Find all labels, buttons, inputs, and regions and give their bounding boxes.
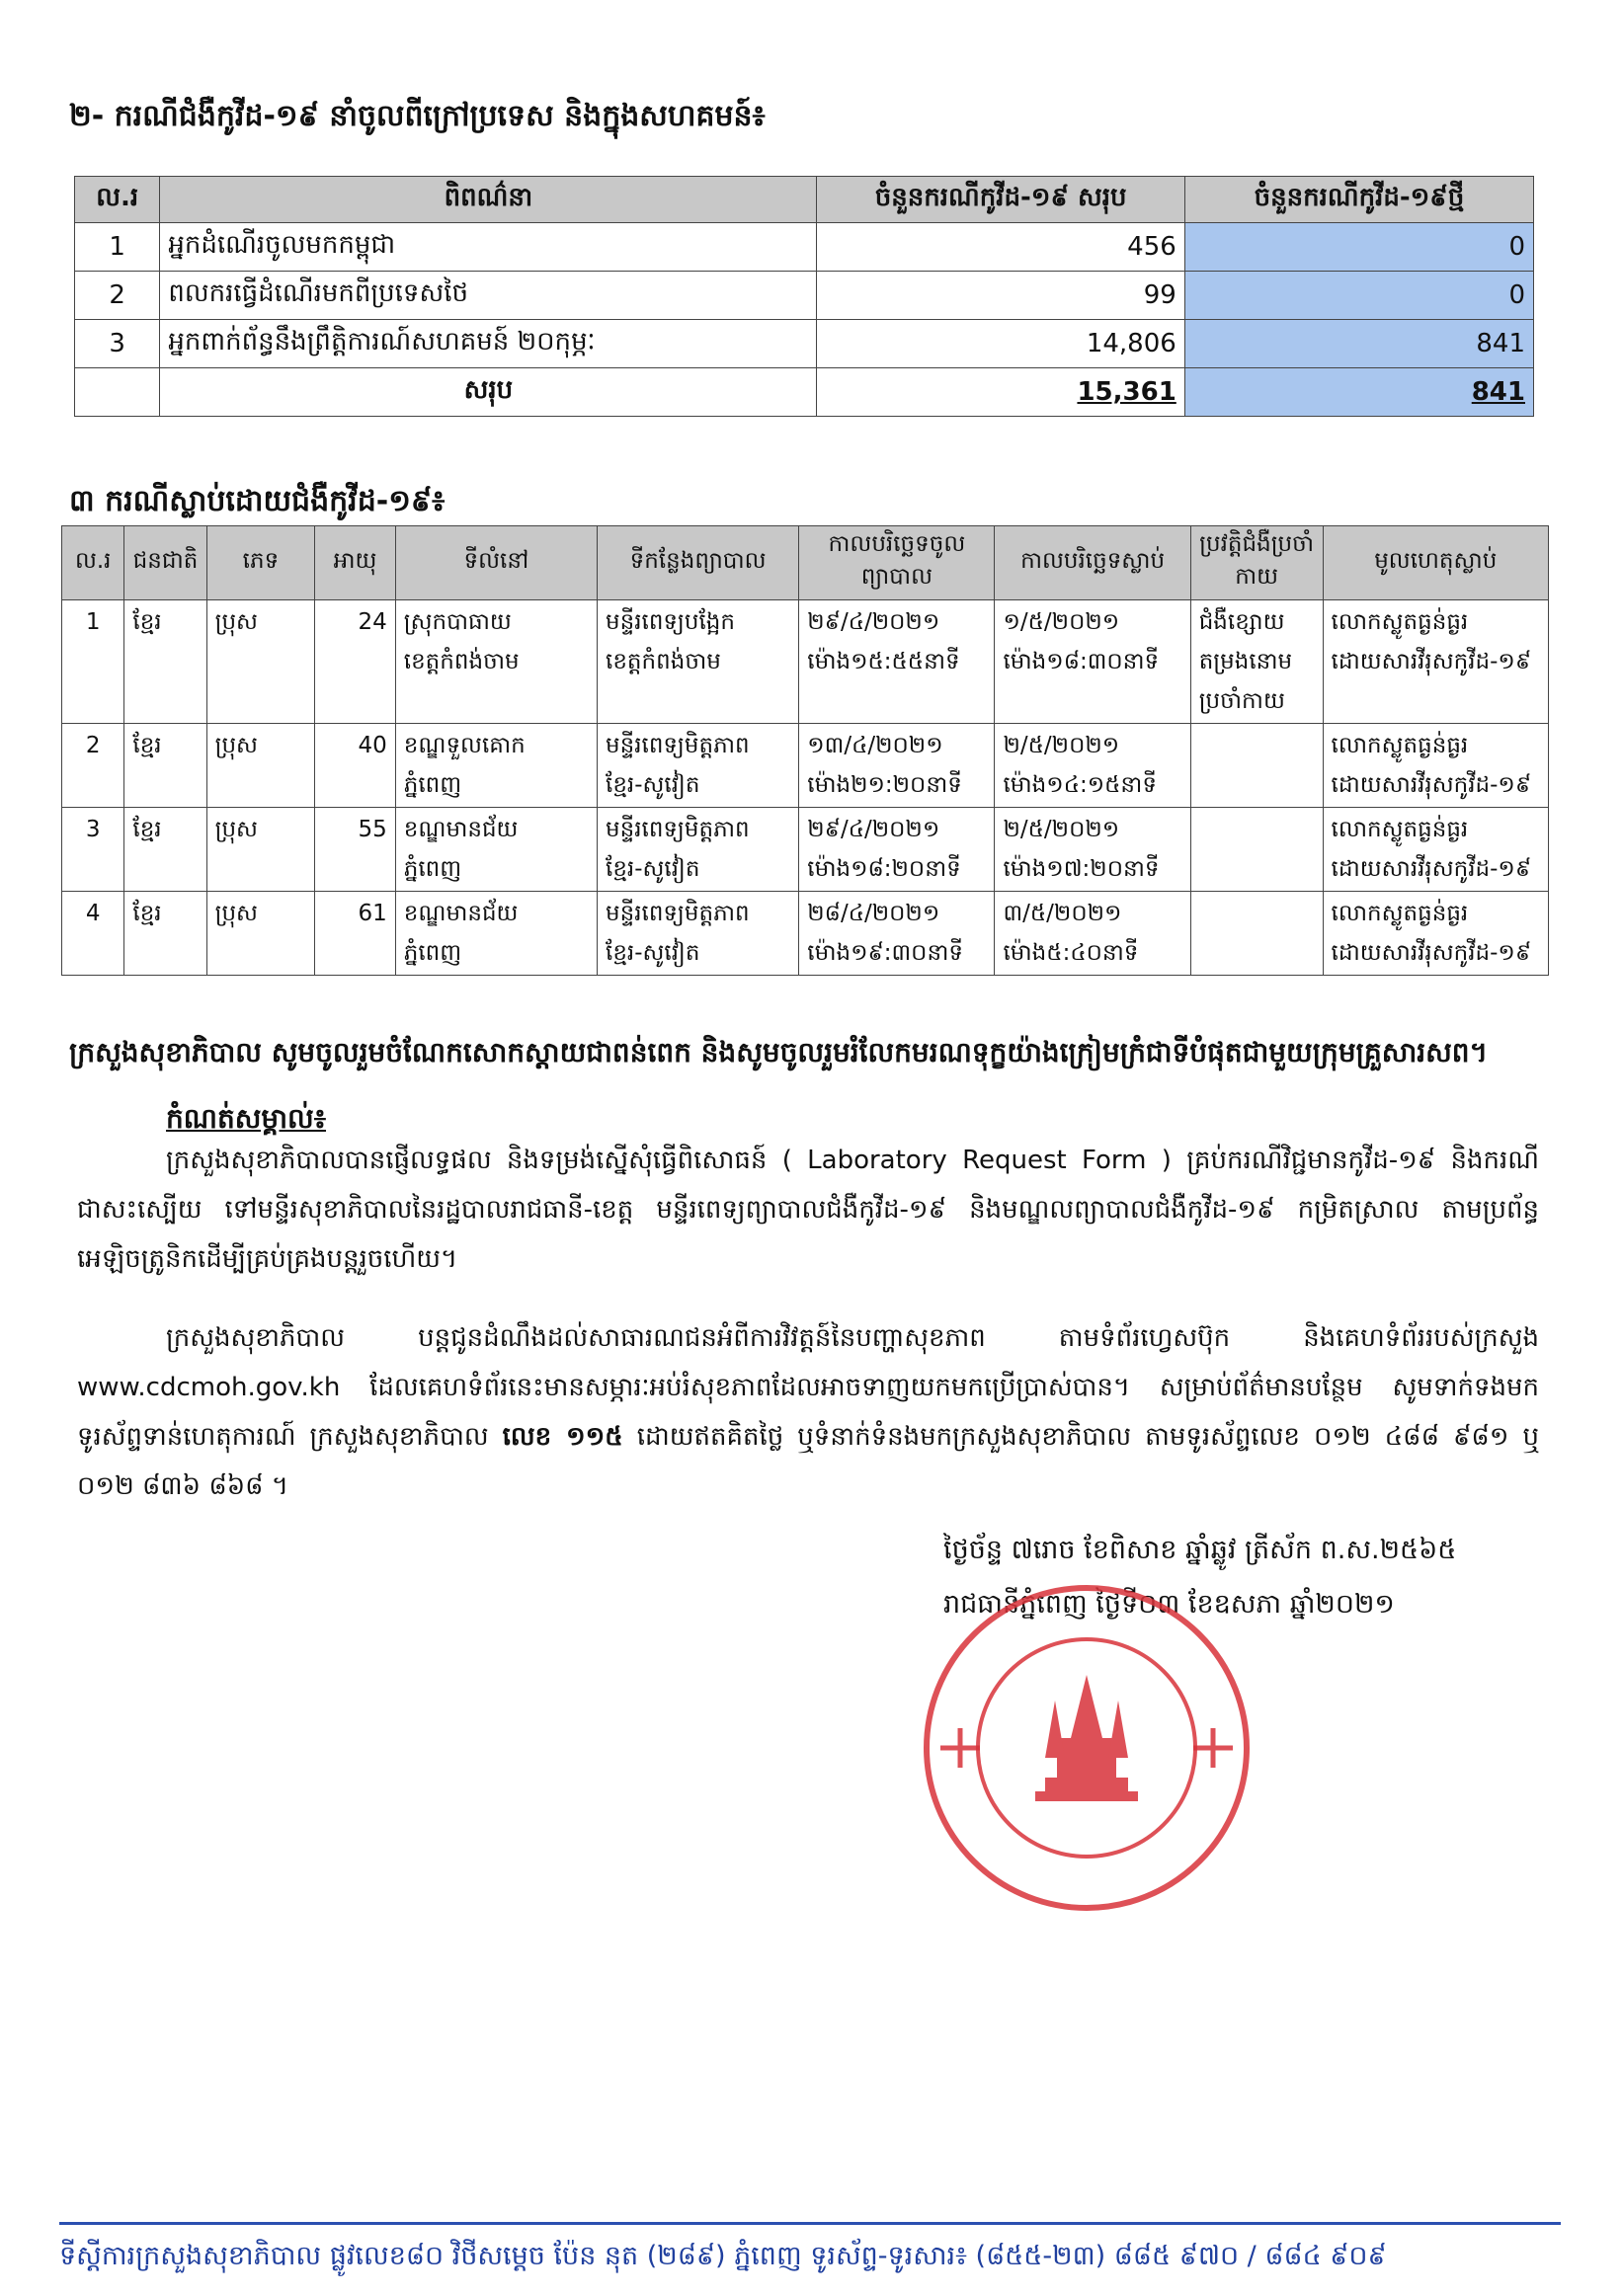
cell-admission bbox=[799, 600, 995, 724]
table-header-row bbox=[62, 526, 1549, 600]
cell-death-date bbox=[995, 892, 1190, 976]
total-label: សរុប bbox=[160, 368, 817, 417]
admission-time: ម៉ោង១៥:៥៥នាទី bbox=[807, 649, 960, 674]
table-row bbox=[75, 320, 1534, 368]
total-sum: 15,361 bbox=[817, 368, 1184, 417]
admission-date: ២៨/៤/២០២១ bbox=[807, 901, 940, 926]
death-date: ១/៥/២០២១ bbox=[1003, 609, 1120, 635]
cell-nationality: ខ្មែរ bbox=[124, 808, 206, 892]
admission-date: ២៩/៤/២០២១ bbox=[807, 817, 940, 842]
col-header-sex: ភេទ bbox=[206, 526, 315, 600]
table-total-row bbox=[75, 368, 1534, 417]
condolence-text: ក្រសួងសុខាភិបាល សូមចូលរួមចំណែកសោកស្តាយជាពន់ពេក និងសូមចូលរួមរំលែកមរណទុក្ខយ៉ាងក្រៀមក្រំជាទីបំផុតជាមួយក្រុមគ្រួសារសព។ bbox=[69, 1036, 1489, 1069]
cell-age: 61 bbox=[315, 892, 396, 976]
death-time: ម៉ោង១៨:៣០នាទី bbox=[1003, 649, 1160, 674]
cell-total: 456 bbox=[817, 223, 1184, 272]
cell-age: 40 bbox=[315, 724, 396, 808]
address-line: ខេត្តកំពង់ចាម bbox=[403, 649, 520, 674]
official-seal bbox=[919, 1580, 1255, 1916]
table-row bbox=[75, 272, 1534, 320]
cell-no: 1 bbox=[62, 600, 124, 724]
cell-no: 2 bbox=[62, 724, 124, 808]
death-time: ម៉ោង៥:៤០នាទី bbox=[1003, 940, 1139, 966]
cell-hospital bbox=[598, 892, 799, 976]
cell-desc: អ្នកដំណើរចូលមកកម្ពុជា bbox=[160, 223, 817, 272]
imported-cases-table bbox=[74, 176, 1534, 417]
col-header-no: ល.រ bbox=[75, 177, 160, 223]
cell-total: 99 bbox=[817, 272, 1184, 320]
col-header-address: ទីលំនៅ bbox=[395, 526, 597, 600]
death-time: ម៉ោង១៤:១៥នាទី bbox=[1003, 772, 1157, 798]
cause-line: លោកស្លូតធ្ងន់ធ្ងរ bbox=[1331, 733, 1469, 758]
note-paragraph-2 bbox=[77, 1313, 1539, 1511]
cell-address bbox=[395, 724, 597, 808]
hospital-line: មន្ទីរពេទ្យមិត្តភាព bbox=[606, 733, 750, 758]
cell-no: 3 bbox=[75, 320, 160, 368]
cell-desc: ពលករធ្វើដំណើរមកពីប្រទេសថៃ bbox=[160, 272, 817, 320]
section3-title: ៣ ករណីស្លាប់ដោយជំងឺកូវីដ-១៩៖ bbox=[69, 484, 446, 518]
cause-line: ដោយសារវីរុសកូវីដ-១៩ bbox=[1331, 649, 1532, 674]
admission-date: ២៩/៤/២០២១ bbox=[807, 609, 940, 635]
table-row bbox=[75, 223, 1534, 272]
cell-cause bbox=[1323, 892, 1548, 976]
cell-hospital bbox=[598, 724, 799, 808]
col-header-death-date: កាលបរិច្ឆេទស្លាប់ bbox=[995, 526, 1190, 600]
col-header-desc: ពិពណ៌នា bbox=[160, 177, 817, 223]
cell-sex: ប្រុស bbox=[206, 892, 315, 976]
cell-age: 55 bbox=[315, 808, 396, 892]
footer-address: ទីស្តីការក្រសួងសុខាភិបាល ផ្លូវលេខ៨០ វិថីសម្តេច ប៉ែន នុត (២៨៩) ភ្នំពេញ ទូរស័ព្ទ-ទូរសារ៖ (៨៥៥-២៣) ៨៨៥ ៩៧០ / ៨៨៤ ៩០៩ bbox=[59, 2241, 1387, 2271]
cell-hospital bbox=[598, 600, 799, 724]
cell-no: 2 bbox=[75, 272, 160, 320]
cell-address bbox=[395, 892, 597, 976]
cell-total: 14,806 bbox=[817, 320, 1184, 368]
cell-address bbox=[395, 600, 597, 724]
note-paragraph-1: ក្រសួងសុខាភិបាលបានផ្ញើលទ្ធផល និងទម្រង់ស្នើសុំធ្វើពិសោធន៍ ( Laboratory Request Form ) គ្រប់ករណីវិជ្ជមានកូវីដ-១៩ និងករណីជាសះស្បើយ ទៅមន្ទីរសុខាភិបាលនៃរដ្ឋបាលរាជធានី-ខេត្ត មន្ទីរពេទ្យព្យាបាលជំងឺកូវីដ-១៩ និងមណ្ឌលព្យាបាលជំងឺកូវីដ-១៩ កម្រិតស្រាល តាមប្រព័ន្ធអេឡិចត្រូនិកដើម្បីគ្រប់គ្រងបន្តរួចហើយ។ bbox=[77, 1146, 1539, 1274]
table-header-row bbox=[75, 177, 1534, 223]
cell-history bbox=[1190, 724, 1323, 808]
cell-death-date bbox=[995, 600, 1190, 724]
cause-line: ដោយសារវីរុសកូវីដ-១៩ bbox=[1331, 940, 1532, 966]
solar-date: រាជធានីភ្នំពេញ ថ្ងៃទី០៣ ខែឧសភា ឆ្នាំ២០២១ bbox=[943, 1589, 1395, 1620]
hotline-number: លេខ ១១៥ bbox=[502, 1422, 623, 1452]
admission-date: ១៣/៤/២០២១ bbox=[807, 733, 943, 758]
admission-time: ម៉ោង១៩:៣០នាទី bbox=[807, 940, 963, 966]
col-header-history: ប្រវត្តិជំងឺប្រចាំកាយ bbox=[1190, 526, 1323, 600]
cell-admission bbox=[799, 808, 995, 892]
total-new: 841 bbox=[1184, 368, 1533, 417]
col-header-total: ចំនួនករណីកូវីដ-១៩ សរុប bbox=[817, 177, 1184, 223]
death-date: ២/៥/២០២១ bbox=[1003, 817, 1120, 842]
admission-time: ម៉ោង១៨:២០នាទី bbox=[807, 856, 961, 882]
address-line: ស្រុកបាធាយ bbox=[403, 609, 512, 635]
cell-cause bbox=[1323, 724, 1548, 808]
table-row bbox=[62, 600, 1549, 724]
cell-desc: អ្នកពាក់ព័ន្ធនឹងព្រឹត្តិការណ៍សហគមន៍ ២០កុម្ភៈ bbox=[160, 320, 817, 368]
table-row bbox=[62, 892, 1549, 976]
table-row bbox=[62, 808, 1549, 892]
address-line: ខណ្ឌមានជ័យ bbox=[403, 901, 519, 926]
death-time: ម៉ោង១៧:២០នាទី bbox=[1003, 856, 1160, 882]
death-date: ២/៥/២០២១ bbox=[1003, 733, 1120, 758]
cell-empty bbox=[75, 368, 160, 417]
hospital-line: ខ្មែរ-សូវៀត bbox=[606, 856, 700, 882]
cell-no: 4 bbox=[62, 892, 124, 976]
cell-sex: ប្រុស bbox=[206, 724, 315, 808]
cell-admission bbox=[799, 892, 995, 976]
cell-new: 841 bbox=[1184, 320, 1533, 368]
cell-cause bbox=[1323, 600, 1548, 724]
address-line: ភ្នំពេញ bbox=[403, 940, 462, 966]
deaths-table bbox=[61, 525, 1549, 976]
hospital-line: មន្ទីរពេទ្យមិត្តភាព bbox=[606, 901, 750, 926]
cause-line: លោកស្លូតធ្ងន់ធ្ងរ bbox=[1331, 901, 1469, 926]
hospital-line: មន្ទីរពេទ្យមិត្តភាព bbox=[606, 817, 750, 842]
cell-hospital bbox=[598, 808, 799, 892]
cell-sex: ប្រុស bbox=[206, 600, 315, 724]
cell-admission bbox=[799, 724, 995, 808]
address-line: ភ្នំពេញ bbox=[403, 772, 462, 798]
hospital-line: ខ្មែរ-សូវៀត bbox=[606, 940, 700, 966]
cause-line: លោកស្លូតធ្ងន់ធ្ងរ bbox=[1331, 609, 1469, 635]
note-paragraph-2-a: ក្រសួងសុខាភិបាល បន្តជូនដំណឹងដល់សាធារណជនអំពីការវិវត្តន៍នៃបញ្ហាសុខភាព តាមទំព័រហ្វេសប៊ុក និងគេហទំព័ររបស់ក្រសួង www.cdcmoh.gov.kh ដែលគេហទំព័រនេះមានសម្ភារៈអប់រំសុខភាពដែលអាចទាញយកមកប្រើប្រាស់បាន។ សម្រាប់ព័ត៌មានបន្ថែម សូមទាក់ទងមកទូរស័ព្ទទាន់ហេតុការណ៍ ក្រសួងសុខាភិបាល bbox=[77, 1323, 1539, 1452]
note-paragraph-2-b: ដោយឥតគិតថ្លៃ ឬទំនាក់ទំនងមកក្រសួងសុខាភិបាល តាមទូរស័ព្ទលេខ ០១២ ៤៨៨ ៩៨១ ឬ ០១២ ៨៣៦ ៨៦៨ ។ bbox=[77, 1422, 1540, 1501]
col-header-age: អាយុ bbox=[315, 526, 396, 600]
death-date: ៣/៥/២០២១ bbox=[1003, 901, 1122, 926]
col-header-hospital: ទីកន្លែងព្យាបាល bbox=[598, 526, 799, 600]
footer-divider bbox=[59, 2222, 1561, 2225]
cell-death-date bbox=[995, 724, 1190, 808]
admission-time: ម៉ោង២១:២០នាទី bbox=[807, 772, 962, 798]
cell-nationality: ខ្មែរ bbox=[124, 600, 206, 724]
address-line: ខណ្ឌទួលគោក bbox=[403, 733, 526, 758]
cell-address bbox=[395, 808, 597, 892]
cause-line: ដោយសារវីរុសកូវីដ-១៩ bbox=[1331, 856, 1532, 882]
cell-new: 0 bbox=[1184, 272, 1533, 320]
cell-no: 3 bbox=[62, 808, 124, 892]
address-line: ខណ្ឌមានជ័យ bbox=[403, 817, 519, 842]
col-header-new: ចំនួនករណីកូវីដ-១៩ថ្មី bbox=[1184, 177, 1533, 223]
hospital-line: ខ្មែរ-សូវៀត bbox=[606, 772, 700, 798]
cell-no: 1 bbox=[75, 223, 160, 272]
cell-history bbox=[1190, 808, 1323, 892]
col-header-cause: មូលហេតុស្លាប់ bbox=[1323, 526, 1548, 600]
cause-line: ដោយសារវីរុសកូវីដ-១៩ bbox=[1331, 772, 1532, 798]
cell-sex: ប្រុស bbox=[206, 808, 315, 892]
address-line: ភ្នំពេញ bbox=[403, 856, 462, 882]
cell-history: ជំងឺខ្សោយតម្រងនោមប្រចាំកាយ bbox=[1190, 600, 1323, 724]
cell-history bbox=[1190, 892, 1323, 976]
note-title: កំណត់សម្គាល់៖ bbox=[166, 1102, 327, 1135]
cause-line: លោកស្លូតធ្ងន់ធ្ងរ bbox=[1331, 817, 1469, 842]
lunar-date: ថ្ងៃច័ន្ទ ៧រោច ខែពិសាខ ឆ្នាំឆ្លូវ ត្រីស័ក ព.ស.២៥៦៥ bbox=[943, 1535, 1457, 1565]
cell-nationality: ខ្មែរ bbox=[124, 724, 206, 808]
hospital-line: មន្ទីរពេទ្យបង្អែក bbox=[606, 609, 735, 635]
col-header-admission: កាលបរិច្ឆេទចូលព្យាបាល bbox=[799, 526, 995, 600]
col-header-no: ល.រ bbox=[62, 526, 124, 600]
section2-title: ២- ករណីជំងឺកូវីដ-១៩ នាំចូលពីក្រៅប្រទេស និងក្នុងសហគមន៍៖ bbox=[69, 99, 766, 133]
table-row bbox=[62, 724, 1549, 808]
hospital-line: ខេត្តកំពង់ចាម bbox=[606, 649, 721, 674]
cell-nationality: ខ្មែរ bbox=[124, 892, 206, 976]
cell-age: 24 bbox=[315, 600, 396, 724]
cell-death-date bbox=[995, 808, 1190, 892]
col-header-nationality: ជនជាតិ bbox=[124, 526, 206, 600]
cell-cause bbox=[1323, 808, 1548, 892]
cell-new: 0 bbox=[1184, 223, 1533, 272]
